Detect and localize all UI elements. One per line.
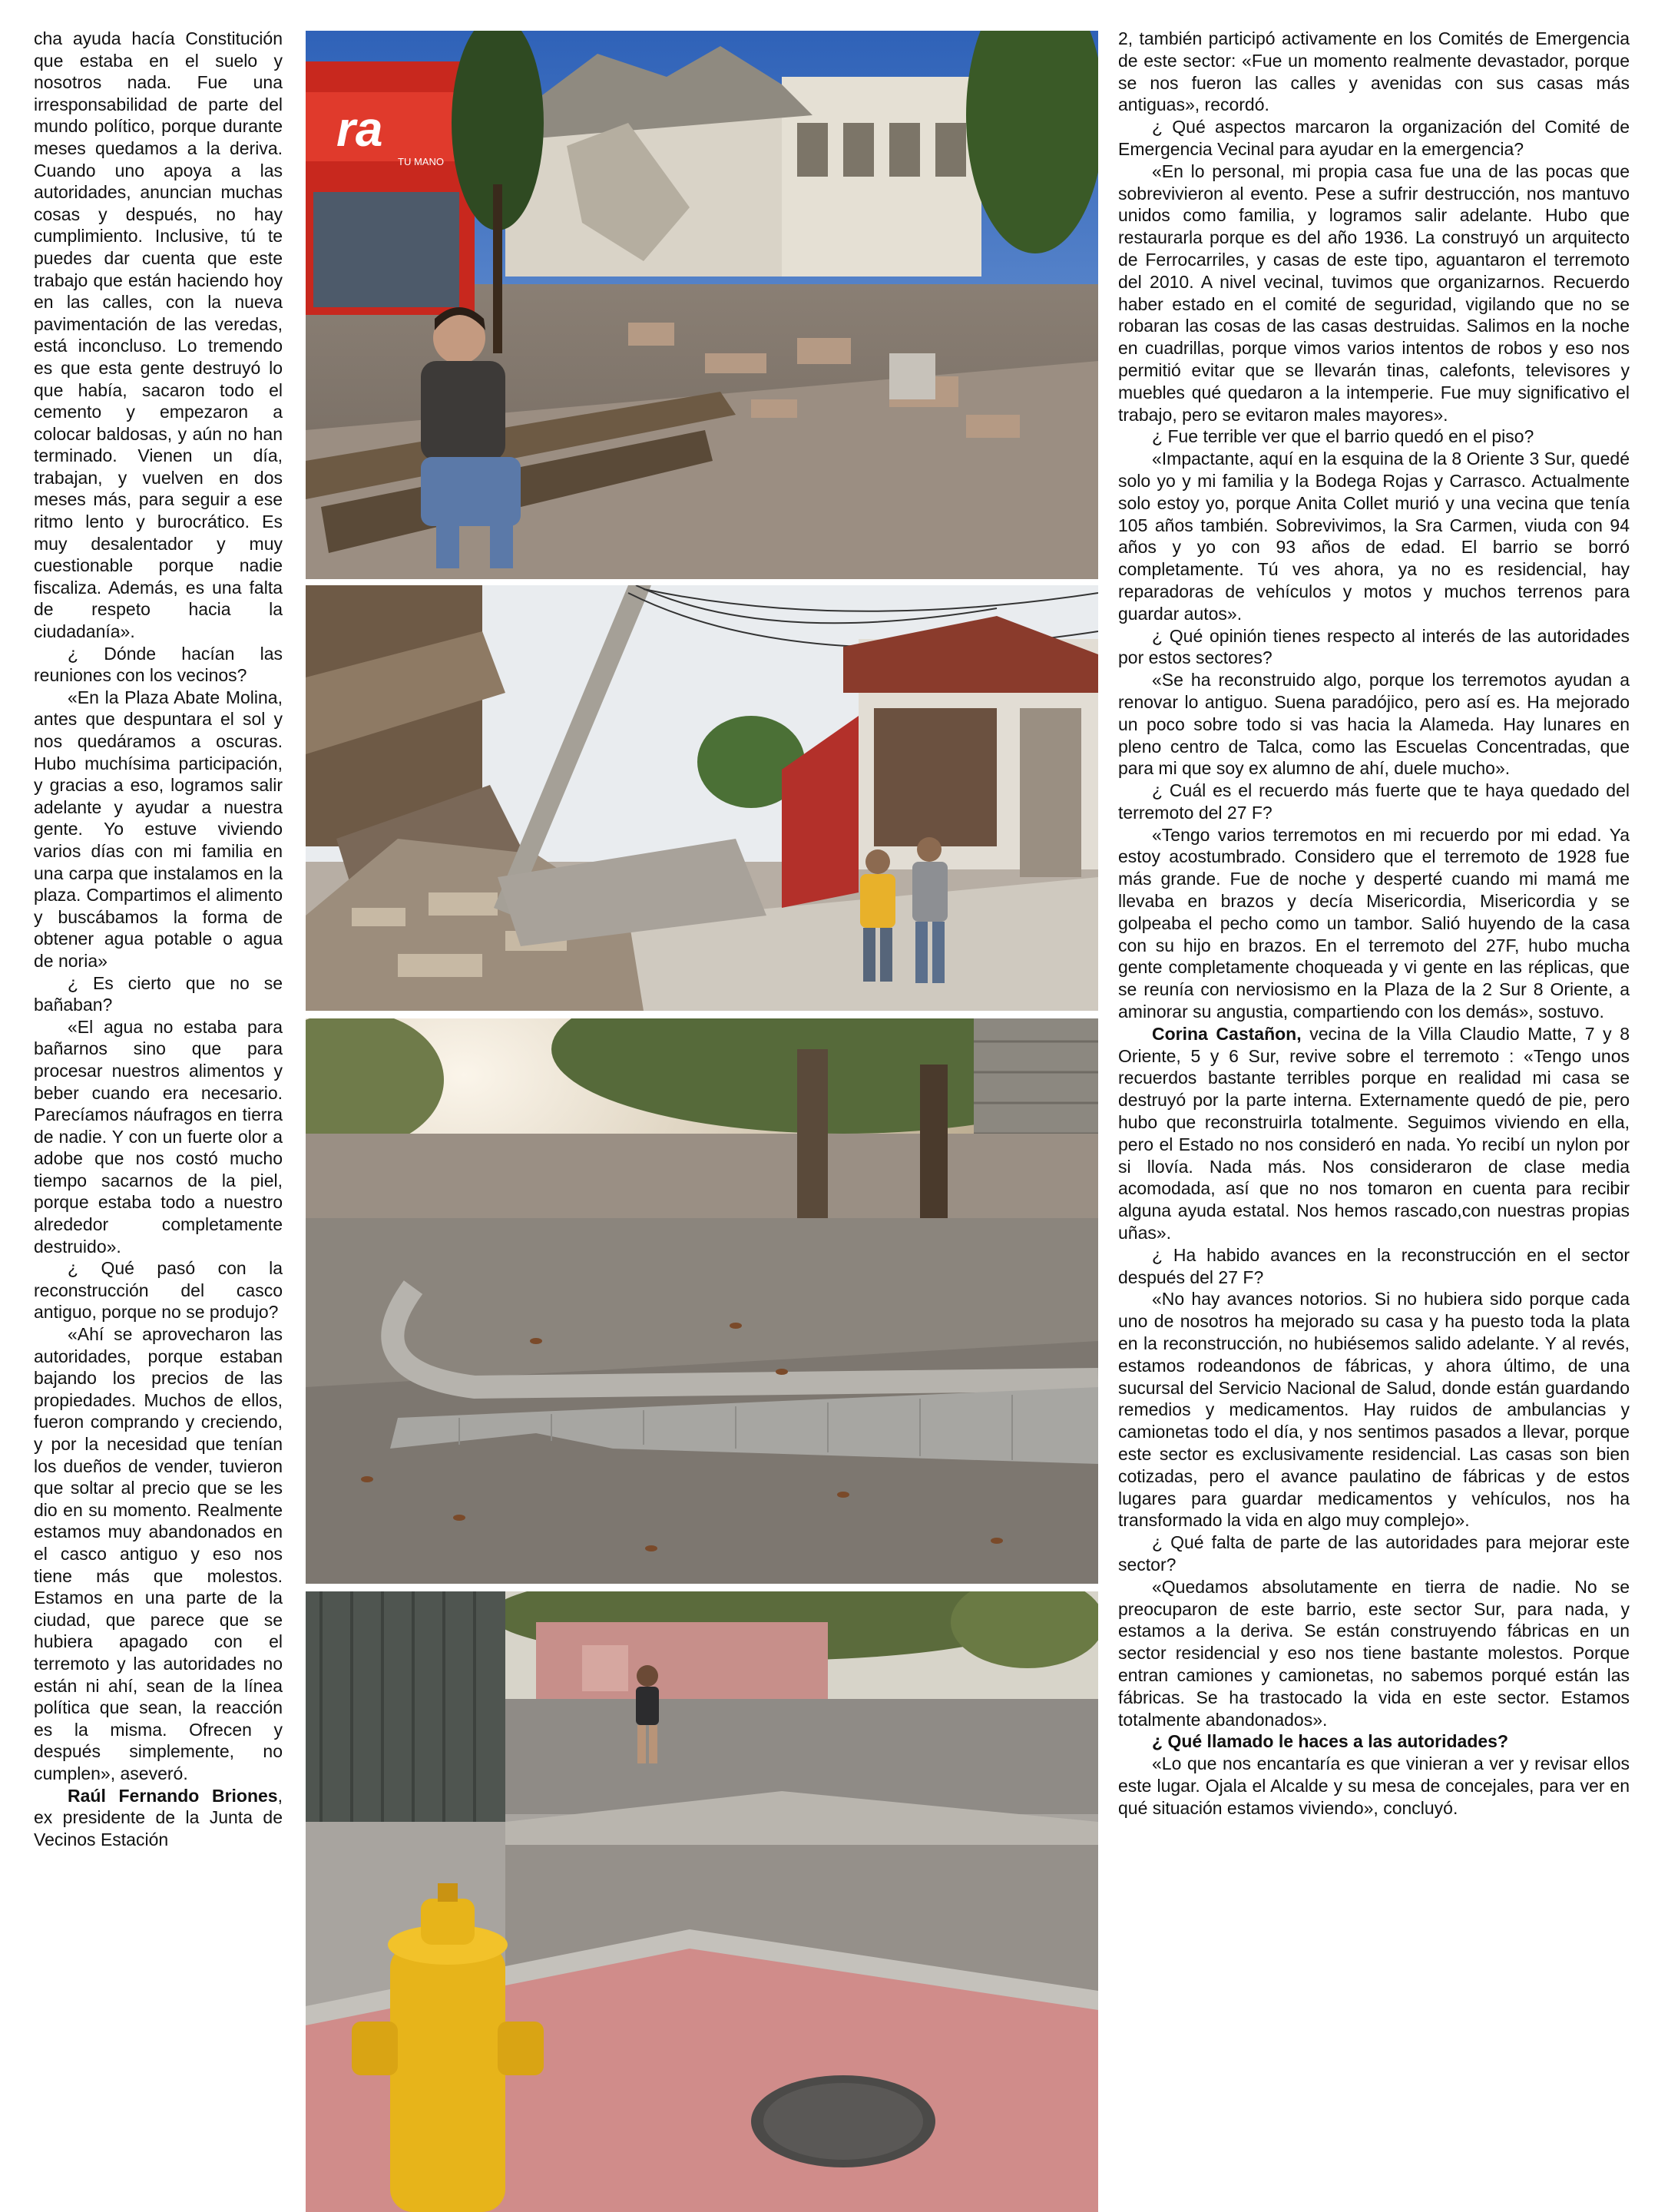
right-answer-7: «Lo que nos encantaría es que vinieran a ver y revisar ellos este lugar. Ojala el Alcalde y su mesa de concejales, para ver en qué situación estamos viviendo», concluyó. xyxy=(1118,1753,1630,1818)
right-answer-2: «Impactante, aquí en la esquina de la 8 Oriente 3 Sur, quedé solo yo y mi familia y la Bodega Rojas y Carrasco. Actualmente solo estoy yo, porque Anita Collet murió y una vecina que tenía 105 años también. Sobrevivimos, la Sra Carmen, viuda con 94 años y yo con 93 años de edad. El barrio se borró completamente. Tú ves ahora, ya no es residencial, hay reparadoras de vehículos y motos y muchos terrenos para guardar autos». xyxy=(1118,449,1630,624)
store-sign-text: ra xyxy=(336,101,383,157)
left-question-3: ¿ Qué pasó con la reconstrucción del casco antiguo, porque no se produjo? xyxy=(34,1258,283,1323)
left-answer-3: «Ahí se aprovecharon las autoridades, porque estaban bajando los precios de las propiedades. Muchos de ellos, fueron comprando y creciendo, y por la necesidad que tenían los dueños de vender, tuvieron que soltar al precio que se les dio en su momento. Realmente estamos muy abandonados en el casco antiguo y eso nos tiene más que molestos. Estamos en una parte de la ciudad, que parece que se hubiera apagado con el terremoto y las autoridades no están ni ahí, sean de la línea política que sean, la reacción es la misma. Ofrecen y después simplemente, no cumplen», aseveró. xyxy=(34,1324,283,1783)
photo-earthquake-bench xyxy=(306,31,1098,579)
left-answer-2: «El agua no estaba para bañarnos sino que para procesar nuestros alimentos y beber cuando era necesario. Parecíamos náufragos en tierra de nadie. Y con un fuerte olor a adobe que nos costó mucho tiempo sacarnos de la piel, porque estaba todo a nuestro alrededor completamente destruido». xyxy=(34,1016,283,1257)
left-text-column xyxy=(34,28,283,2201)
left-question-1: ¿ Dónde hacían las reuniones con los vecinos? xyxy=(34,643,283,686)
earthquake-rubble-image xyxy=(306,31,1098,579)
right-answer-5: «No hay avances notorios. Si no hubiera sido porque cada uno de nosotros ha mejorado su casa y ha puesto toda la plata en la reconstrucción, no hubiésemos salido adelante. Y al revés, estamos rodeandonos de fábricas, y ahora último, de una sucursal del Servicio Nacional de Salud, donde están guardando remedios y medicamentos. Hay ruidos de ambulancias y camionetas todo el día, y nos sentimos pasados a llevar, porque este sector es exclusivamente residencial. Las casas son bien cotizadas, pero el avance paulatino de fábricas y de estos lugares para guardar medicamentos y vehículos, nos ha transformado la vida en algo muy complejo». xyxy=(1118,1289,1630,1531)
collapsed-street-image xyxy=(306,585,1098,1011)
interviewee-statement-corina: vecina de la Villa Claudio Matte, 7 y 8 Oriente, 5 y 6 Sur, revive sobre el terremoto : «Tengo unos recuerdos bastante terribles porque en realidad mi casa se destruyó por la parte interna. Externamente quedó de pie, pero hubo que reconstruirla totalmente. Seguimos viviendo en ella, pero el Estado no nos consideró en nada. Yo recibí un nylon por si llovía. Nada más. Nos consideraron de clase media acomodada, así que no nos tomaron en cuenta para recibir alguna ayuda estatal. Nos hemos rascado,con nuestras propias uñas». xyxy=(1118,1023,1630,1243)
left-interviewee-intro xyxy=(34,1785,283,1851)
right-question-6: ¿ Qué falta de parte de las autoridades para mejorar este sector? xyxy=(1118,1532,1630,1575)
right-paragraph-1: 2, también participó activamente en los Comités de Emergencia de este sector: «Fue un momento realmente devastador, porque se nos fueron las calles y avenidas con sus casas más antiguas», recordó. xyxy=(1118,28,1630,115)
right-text-column xyxy=(1118,28,1630,2201)
right-question-4: ¿ Cuál es el recuerdo más fuerte que te haya quedado del terremoto del 27 F? xyxy=(1118,780,1630,823)
right-answer-1: «En lo personal, mi propia casa fue una de las pocas que sobrevivieron al evento. Pese a sufrir destrucción, nos mantuvo unidos como familia, y logramos salir adelante. Hubo que restaurarla porque es del año 1936. La construyó un arquitecto de Ferrocarriles, y casas de este tipo, aguantaron el terremoto del 2010. A nivel vecinal, tuvimos que organizarnos. Recuerdo haber estado en el comité de seguridad, vigilando que no se robaran las cosas de las casas destruidas. Salimos en la noche en cuadrillas, porque vimos varios intentos de robos y eso nos permitió evitar que se llevarán tinas, calefonts, televisores y muebles qué quedaron a la intemperie. Fue muy significativo el trabajo, pero se evitaron males mayores». xyxy=(1118,161,1630,425)
interviewee-name-raul: Raúl Fernando Briones xyxy=(68,1785,278,1806)
interviewee-name-corina: Corina Castañon, xyxy=(1152,1023,1302,1044)
right-question-1: ¿ Qué aspectos marcaron la organización del Comité de Emergencia Vecinal para ayudar en la emergencia? xyxy=(1118,117,1630,159)
right-answer-3: «Se ha reconstruido algo, porque los terremotos ayudan a renovar lo antiguo. Suena paradójico, pero así es. Ha mejorado un poco sobre todo si vas hacia la Alameda. Hay lunares en pleno centro de Talca, como las Escuelas Concentradas, que para mi que soy ex alumno de ahí, duele mucho». xyxy=(1118,670,1630,779)
photo-collapsed-street xyxy=(306,585,1098,1011)
new-pavement-image xyxy=(306,1018,1098,1584)
interviewee-role-raul: , ex presidente de la Junta de Vecinos Estación xyxy=(34,1785,283,1849)
right-question-5: ¿ Ha habido avances en la reconstrucción en el sector después del 27 F? xyxy=(1118,1244,1630,1287)
right-question-3: ¿ Qué opinión tienes respecto al interés de las autoridades por estos sectores? xyxy=(1118,625,1630,668)
store-sign-small-text: TU MANO xyxy=(398,156,444,167)
right-question-2: ¿ Fue terrible ver que el barrio quedó en el piso? xyxy=(1152,426,1534,447)
photo-new-pavement xyxy=(306,1018,1098,1584)
right-question-7: ¿ Qué llamado le haces a las autoridades? xyxy=(1152,1731,1508,1752)
left-question-2: ¿ Es cierto que no se bañaban? xyxy=(34,972,283,1015)
yellow-hydrant-image xyxy=(306,1591,1098,2212)
left-answer-1: «En la Plaza Abate Molina, antes que despuntara el sol y nos quedáramos a oscuras. Hubo muchísima participación, y gracias a eso, logramos salir adelante y ayudar a nuestra gente. Yo estuve viviendo varios días con mi familia en una carpa que instalamos en la plaza. Compartimos el alimento y buscábamos la forma de obtener agua potable o agua de noria» xyxy=(34,687,283,971)
right-answer-4: «Tengo varios terremotos en mi recuerdo por mi edad. Ya estoy acostumbrado. Considero que el terremoto de 1928 fue más grande. Fue de noche y desperté cuando mi mamá me llevaba en brazos y decía Misericordia, Misericordia y se golpeaba el pecho como un tambor. Salió huyendo de la casa con su hijo en brazos. En el terremoto del 27F, hubo mucha gente completamente choqueada y vi gente en las réplicas, que se reunía con nerviosismo en la Plaza de la 2 Sur 8 Oriente, a aminorar su angustia, compartiendo con los demás», sostuvo. xyxy=(1118,824,1630,1022)
left-paragraph-1: cha ayuda hacía Constitución que estaba en el suelo y nosotros nada. Fue una irresponsabilidad de parte del mundo político, porque durante meses quedamos a la deriva. Cuando uno apoya a las autoridades, anuncian muchas cosas y después, no hay cumplimiento. Inclusive, tú te puedes dar cuenta que este trabajo que están haciendo hoy en las calles, con la nueva pavimentación de las veredas, está inconcluso. Lo tremendo es que esta gente destruyó lo que había, sacaron todo el cemento y empezaron a colocar baldosas, y aún no han terminado. Vienen un día, trabajan, y vuelven en dos meses más, para seguir a ese ritmo lento y burocrático. Es muy desalentador y muy cuestionable porque nadie fiscaliza. Además, es una falta de respeto hacia la ciudadanía». xyxy=(34,28,283,642)
right-answer-6: «Quedamos absolutamente en tierra de nadie. No se preocuparon de este barrio, este sector Sur, para nada, y estamos a la deriva. Se están construyendo fábricas en un sector residencial y eso nos tiene bastante molestos. Porque entran camiones y camionetas, no sabemos porqué están las fábricas. Se ha trastocado la vida en este sector. Estamos totalmente abandonados». xyxy=(1118,1576,1630,1730)
right-interviewee-intro xyxy=(1118,1023,1630,1244)
photo-yellow-hydrant xyxy=(306,1591,1098,2212)
